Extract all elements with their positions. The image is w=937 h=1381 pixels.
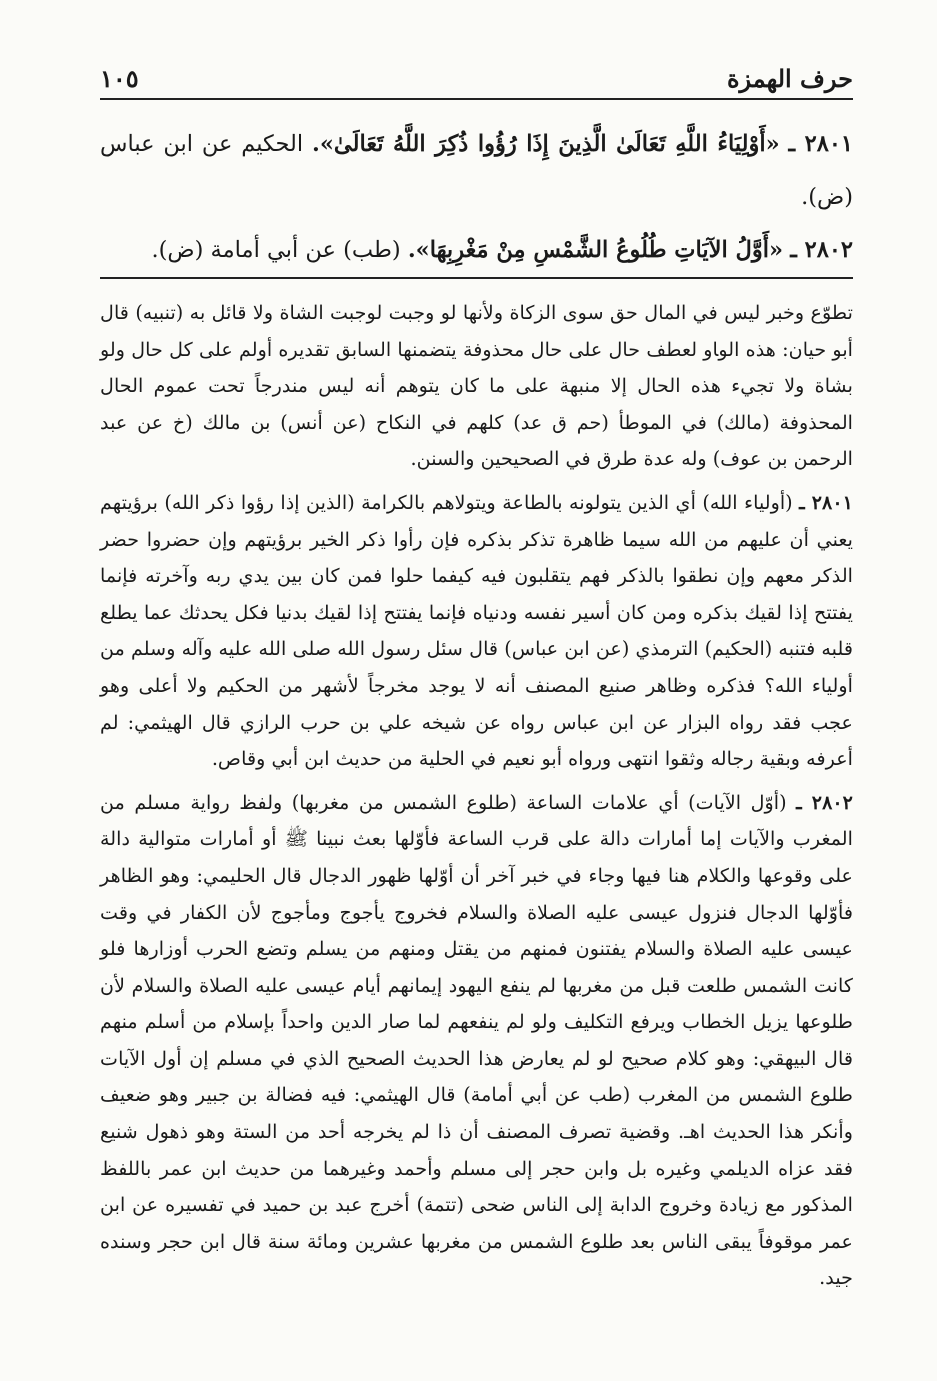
hadith-quote: «أَوْلِيَاءُ اللَّهِ تَعَالَىٰ الَّذِينَ إِذَا رُؤُوا ذُكِرَ اللَّهُ تَعَالَىٰ».	[311, 131, 780, 157]
hadith-number: ٢٨٠١ ـ	[788, 131, 853, 157]
hadith-number: ٢٨٠٢ ـ	[790, 237, 853, 263]
hadith-source: (طب) عن أبي أمامة (ض).	[151, 237, 401, 263]
hadith-source: الحكيم عن ابن عباس (ض).	[100, 131, 853, 210]
commentary-text: تطوّع وخبر ليس في المال حق سوى الزكاة ولأنها لو وجبت لوجبت الشاة ولا قائل به (تنبيه) قال أبو حيان: هذه الو‍او لعطف حال على حال محذوفة يتضمنها السابق تقديره أولم على كل حال ولو بشاة ولا تجيء هذه الحال إلا منبهة على ما كان يتوهم أنه ليس مندرجاً تحت عموم الحال المحذوفة (مالك) في الموطأ (حم ق عد) كلهم في النكاح (عن أنس) بن مالك (خ عن عبد الرحمن بن عوف) وله عدة طرق في الصحيحين والسنن.	[100, 301, 853, 471]
hadith-quote: «أَوَّلُ الآيَاتِ طُلُوعُ الشَّمْسِ مِنْ مَغْرِبِهَا».	[407, 237, 784, 263]
hadith-entry	[100, 224, 853, 277]
hadith-entry	[100, 118, 853, 224]
section-divider	[100, 277, 853, 279]
page-header	[100, 58, 853, 100]
commentary-text: (أولياء الله) أي الذين يتولونه بالطاعة ويتولاهم بالكرامة (الذين إذا رؤوا ذكر الله) برؤيتهم يعني أن عليهم من الله سيما ظاهرة تذكر بذكره فإن رأوا ذكر الخير برؤيتهم وإن حضروا حضر الذكر معهم وإن نطقوا بالذكر فهم يتقلبون فيه كيفما حلوا فمن كان بين يدي ربه وآخرته فإنما يفتتح إذا لقيك بذكره ومن كان أسير نفسه ودنياه فإنما يفتتح إذا لقيك بدنيا فكل يحدثك عما يطلع قلبه فتنبه (الحكيم) الترمذي (عن ابن عباس) قال سئل رسول الله صلى الله عليه وآله وسلم من أولياء الله؟ فذكره وظاهر صنيع المصنف أنه لا يوجد مخرجاً لأشهر من الحكيم ولا أعلى وهو عجب فقد رواه البزار عن ابن عباس رواه عن شيخه علي بن حرب الرازي قال الهيثمي: لم أعرفه وبقية رجاله وثقوا انتهى ورواه أبو نعيم في الحلية من حديث ابن أبي وقاص.	[100, 490, 853, 771]
commentary-number: ٢٨٠٢ ـ	[796, 790, 853, 814]
hadith-text-section	[100, 118, 853, 277]
commentary-number: ٢٨٠١ ـ	[799, 490, 853, 514]
page-number: ١٠٥	[100, 64, 139, 93]
commentary-paragraph	[100, 785, 853, 1297]
commentary-section	[100, 295, 853, 1304]
commentary-paragraph	[100, 485, 853, 778]
commentary-text: (أوّل الآيات) أي علامات الساعة (طلوع الشمس من مغربها) ولفظ رواية مسلم من المغرب والآيات إما أمارات دالة على قرب الساعة فأوّلها بعث نبينا ﷺ أو أمارات متوالية دالة على وقوعها والكلام هنا فيها وجاء في خبر آخر أن أوّلها ظهور الدجال قال الحليمي: وهو الظاهر فأوّلها الدجال فنزول عيسى عليه الصلاة والسلام فخروج يأجوج ومأجوج لأن الكفار في وقت عيسى عليه الصلاة والسلام يفتنون فمنهم من يقتل ومنهم من يسلم وتضع الحرب أوزارها فلو كانت الشمس طلعت قبل من مغربها لم ينفع اليهود إيمانهم أيام عيسى عليه الصلاة والسلام لأن طلوعها يزيل الخطاب ويرفع التكليف ولو لم ينفعهم لما صار الدين واحداً بإسلام من أسلم منهم قال البيهقي: وهو كلام صحيح لو لم يعارض هذا الحديث الصحيح الذي في مسلم إن أول الآيات طلوع الشمس من المغرب (طب عن أبي أمامة) قال الهيثمي: فيه فضالة بن جبير وهو ضعيف وأنكر هذا الحديث اهـ. وقضية تصرف المصنف أن ذا لم يخرجه أحد من الستة وهو ذهول شنيع فقد عزاه الديلمي وغيره بل وابن حجر إلى مسلم وأحمد وغيرهما من حديث ابن عمر باللفظ المذكور مع زيادة وخروج الدابة إلى الناس ضحى (تتمة) أخرج عبد بن حميد في تفسيره عن ابن عمر موقوفاً يبقى الناس بعد طلوع الشمس من مغربها عشرين ومائة سنة قال ابن حجر وسنده جيد.	[100, 790, 853, 1290]
commentary-paragraph	[100, 295, 853, 478]
chapter-title: حرف الهمزة	[726, 64, 853, 93]
